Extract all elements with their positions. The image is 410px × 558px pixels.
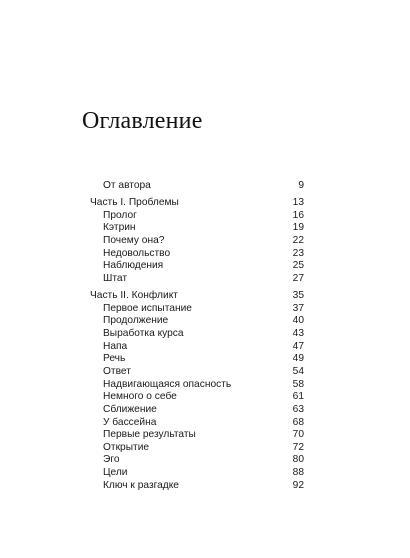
table-of-contents: [90, 180, 304, 492]
toc-entry-page: 68: [292, 416, 304, 428]
toc-entry-label: Почему она?: [103, 235, 165, 247]
toc-entry-label: Недовольство: [103, 247, 171, 259]
toc-entry: [90, 417, 304, 430]
toc-entry-label: Эго: [103, 454, 120, 466]
toc-entry: [90, 391, 304, 404]
toc-entry: [90, 248, 304, 261]
toc-entry-page: 92: [292, 479, 304, 491]
toc-entry: [90, 260, 304, 273]
toc-entry-page: 49: [292, 353, 304, 365]
toc-entry-label: У бассейна: [103, 416, 157, 428]
toc-entry-label: Речь: [103, 353, 126, 365]
toc-entry-label: Напа: [103, 340, 128, 352]
toc-entry-label: Открытие: [103, 441, 150, 453]
toc-entry-label: Штат: [103, 272, 127, 284]
toc-entry: [90, 303, 304, 316]
toc-entry: [90, 442, 304, 455]
toc-part-2-items: [90, 303, 304, 493]
toc-entry-page: 70: [292, 429, 304, 441]
toc-entry-page: 27: [292, 272, 304, 284]
toc-entry-label: Сближение: [103, 403, 157, 415]
toc-entry: [90, 315, 304, 328]
toc-entry-label: Выработка курса: [103, 328, 184, 340]
toc-entry-label: Пролог: [103, 209, 137, 221]
toc-entry-label: От автора: [103, 180, 151, 191]
toc-entry-page: 43: [292, 328, 304, 340]
toc-entry-page: 22: [292, 235, 304, 247]
toc-entry-page: 63: [292, 403, 304, 415]
toc-entry-label: Первое испытание: [103, 302, 192, 314]
toc-entry-page: 40: [292, 315, 304, 327]
toc-entry-label: Цели: [103, 467, 128, 479]
toc-entry: [90, 328, 304, 341]
toc-part-label: Часть II. Конфликт: [90, 290, 178, 302]
toc-entry: [90, 404, 304, 417]
toc-entry-page: 23: [292, 247, 304, 259]
toc-entry: [90, 454, 304, 467]
toc-entry-page: 80: [292, 454, 304, 466]
toc-entry-label: Надвигающаяся опасность: [103, 378, 232, 390]
toc-entry: [90, 379, 304, 392]
toc-part-page: 13: [292, 197, 304, 209]
toc-entry-page: 54: [292, 365, 304, 377]
toc-entry: [90, 366, 304, 379]
toc-part-heading-2: [90, 290, 304, 303]
toc-entry-label: Немного о себе: [103, 391, 177, 403]
toc-part-page: 35: [292, 290, 304, 302]
toc-entry: [90, 273, 304, 286]
toc-entry: [90, 467, 304, 480]
toc-entry: [90, 353, 304, 366]
toc-entry-page: 19: [292, 222, 304, 234]
toc-entry-page: 16: [292, 209, 304, 221]
toc-entry: [90, 222, 304, 235]
toc-entry: [90, 341, 304, 354]
toc-entry-label: Ключ к разгадке: [103, 479, 179, 491]
toc-entry-page: 9: [298, 180, 304, 191]
toc-part-1-items: [90, 210, 304, 286]
toc-entry-page: 37: [292, 302, 304, 314]
toc-entry-page: 47: [292, 340, 304, 352]
toc-entry-label: Продолжение: [103, 315, 169, 327]
toc-part-label: Часть I. Проблемы: [90, 197, 179, 209]
toc-entry-label: Кэтрин: [103, 222, 136, 234]
toc-entry-label: Наблюдения: [103, 260, 164, 272]
toc-entry: [90, 429, 304, 442]
toc-entry-page: 88: [292, 467, 304, 479]
page-title: Оглавление: [82, 108, 203, 134]
toc-entry-page: 25: [292, 260, 304, 272]
toc-entry-page: 72: [292, 441, 304, 453]
toc-entry-label: Ответ: [103, 365, 131, 377]
toc-entry: [90, 210, 304, 223]
toc-part-heading-1: [90, 197, 304, 210]
toc-entry-page: 61: [292, 391, 304, 403]
toc-entry-foreword: [90, 180, 304, 193]
toc-entry-label: Первые результаты: [103, 429, 196, 441]
toc-entry: [90, 235, 304, 248]
toc-entry-page: 58: [292, 378, 304, 390]
toc-entry: [90, 480, 304, 493]
